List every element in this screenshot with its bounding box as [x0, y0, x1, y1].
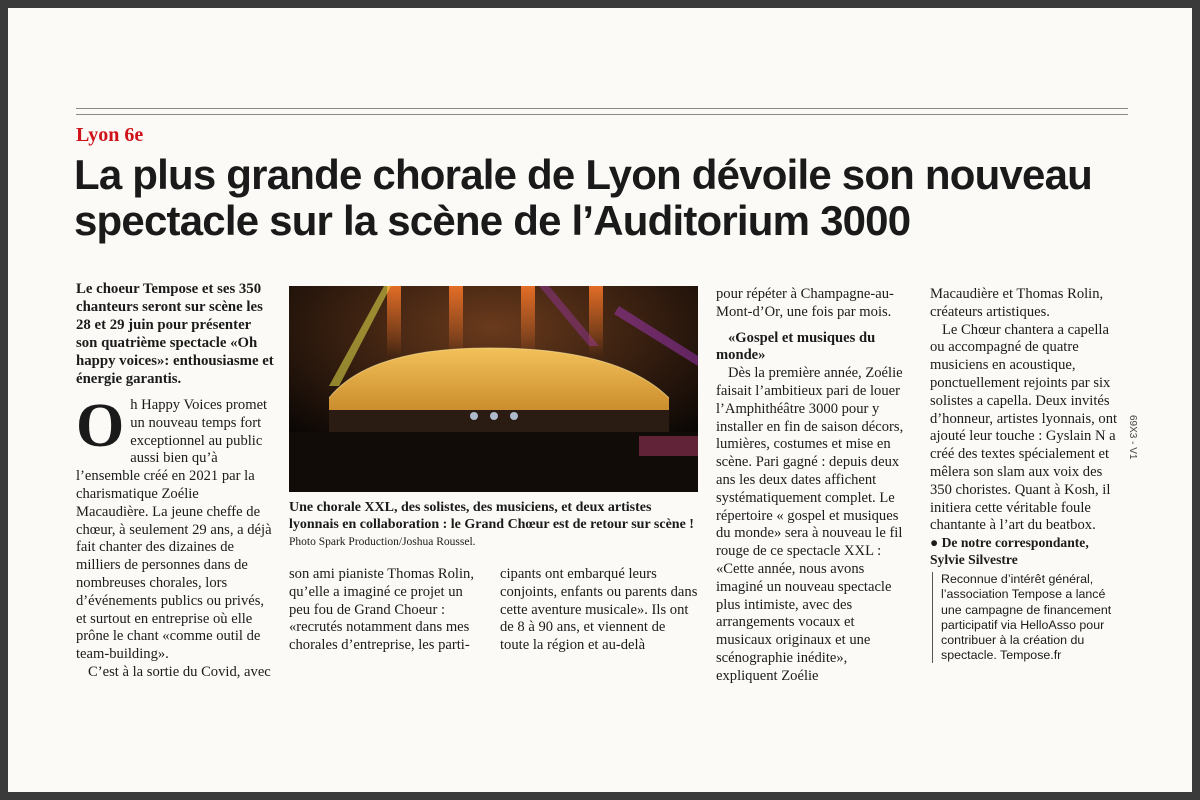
- page-folio: 69X3 - V1: [1127, 415, 1138, 460]
- column-4-paragraph-3: «Cette année, nous avons imaginé un nouveau spectacle plus intimiste, avec des arrangements vocaux et musicaux originaux et une scénographie inédite», expliquent Zoélie: [716, 560, 892, 684]
- column-4-paragraph-1: pour répéter à Champagne-au-Mont-d’Or, une fois par mois.: [716, 286, 894, 320]
- choir-on-stage-illustration: [289, 286, 698, 492]
- column-3: cipants ont embarqué leurs conjoints, enfants ou parents dans cette aventure musicale». Ils ont de 8 à 90 ans, et viennent de toute la région et au-delà: [500, 566, 698, 654]
- caption-text: Une chorale XXL, des solistes, des musiciens, et deux artistes lyonnais en collaboration : le Grand Chœur est de retour sur scène !: [289, 500, 694, 532]
- photo-credit: Photo Spark Production/Joshua Roussel.: [289, 536, 476, 548]
- intertitle: «Gospel et musiques du monde»: [716, 329, 876, 364]
- photo-caption: [289, 499, 699, 551]
- article-headline: La plus grande chorale de Lyon dévoile son nouveau spectacle sur la scène de l’Auditorium 3000: [74, 151, 1092, 244]
- top-rule: [76, 108, 1128, 109]
- column-1: [76, 392, 274, 682]
- column-5-paragraph-1: Macaudière et Thomas Rolin, créateurs artistiques.: [930, 286, 1104, 320]
- article-lead: Le choeur Tempose et ses 350 chanteurs seront sur scène les 28 et 29 juin pour présenter son quatrième spectacle «Oh happy voices»: enthousiasme et énergie garantis.: [76, 281, 274, 387]
- byline: ● De notre correspondante, Sylvie Silvestre: [930, 535, 1089, 567]
- column-4-paragraph-2: Dès la première année, Zoélie faisait l’ambitieux pari de louer l’Amphithéâtre 3000 pour y installer en fin de saison décors, lumières, costumes et mise en scène. Pari gagné : depuis deux ans les deux dates affichent systématiquement complet. Le répertoire « gospel et musiques du monde» sera à nouveau le fil rouge de ce spectacle XXL :: [716, 365, 904, 560]
- column-5: [930, 286, 1126, 663]
- section-rubric: Lyon 6e: [76, 124, 144, 146]
- column-1-paragraph-2: C’est à la sortie du Covid, avec: [88, 663, 271, 680]
- top-rule-second: [76, 114, 1128, 115]
- info-box: Reconnue d’intérêt général, l’association Tempose a lancé une campagne de financement participatif via HelloAsso pour contribuer à la création du spectacle. Tempose.fr: [932, 572, 1126, 663]
- drop-cap: O: [76, 392, 125, 460]
- column-4: [716, 286, 912, 686]
- column-2: son ami pianiste Thomas Rolin, qu’elle a imaginé ce projet un peu fou de Grand Choeur : «recrutés notamment dans mes chorales d’entreprise, les parti-: [289, 566, 474, 654]
- column-5-paragraph-2: Le Chœur chantera a capella ou accompagné de quatre musiciens en acoustique, ponctuellement rejoints par six solistes a capella. Deux invités d’honneur, artistes lyonnais, ont ajouté leur touche : Gyslain N a créé des textes spécialement et mêlera son slam aux voix des 350 choristes. Quant à Kosh, il initiera cette véritable foule chantante à l’art du beatbox.: [930, 321, 1118, 534]
- column-1-paragraph-1: h Happy Voices promet un nouveau temps fort exceptionnel au public aussi bien qu’à l’ensemble créé en 2021 par la charismatique Zoélie Macaudière. La jeune cheffe de chœur, à seulement 29 ans, a déjà fait chanter des dizaines de milliers de personnes dans de nombreuses chorales, lors d’événements publics ou privés, et surtout en entreprise où elle prône le chant «comme outil de team-building».: [76, 397, 272, 663]
- choir-photo: [289, 286, 698, 492]
